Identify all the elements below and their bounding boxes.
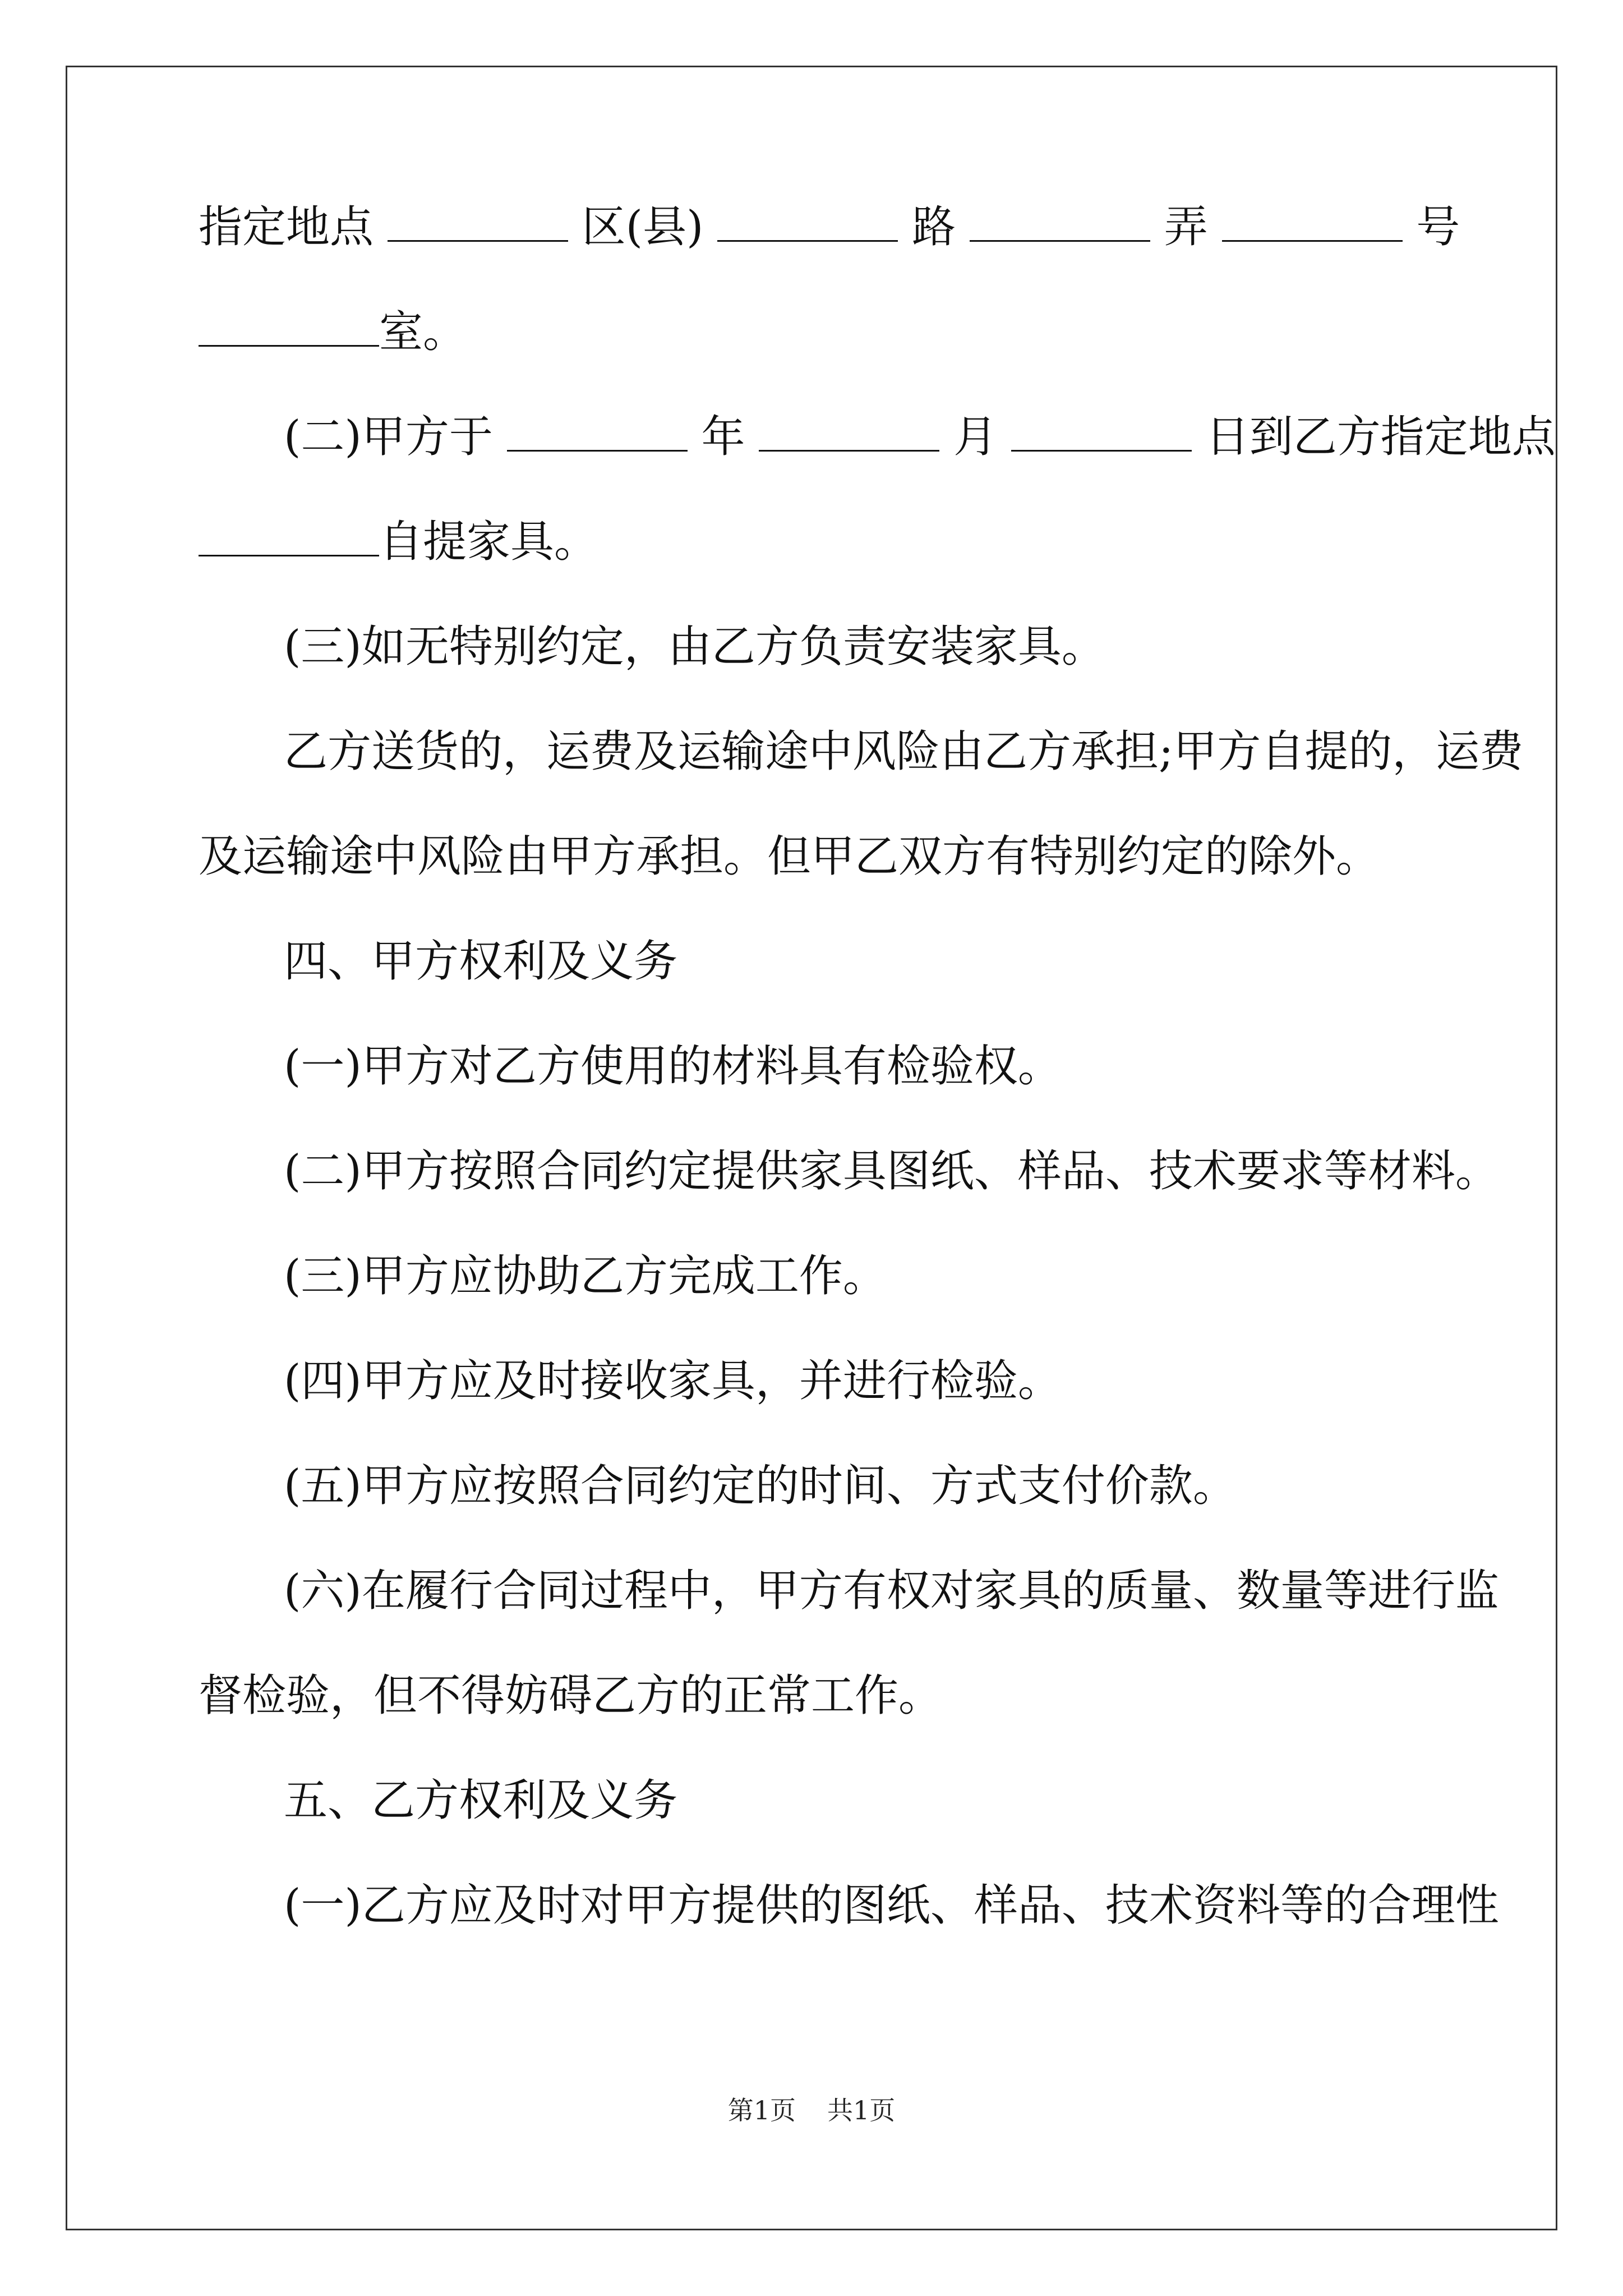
section-heading-four: 四、甲方权利及义务 [284,936,678,987]
text-line-1 [199,194,1460,261]
text-line-4 [199,508,598,576]
text-segment: 日到乙方指定地点 [1205,412,1556,462]
text-line-14: (六)在履行合同过程中，甲方有权对家具的质量、数量等进行监 [284,1566,1499,1616]
text-line-5: (三)如无特别约定，由乙方负责安装家具。 [284,622,1105,672]
text-segment: 月 [953,412,998,462]
page-number: 第1页 [727,2095,796,2125]
text-line-17: (一)乙方应及时对甲方提供的图纸、样品、技术资料等的合理性 [284,1880,1499,1931]
text-segment: 指定地点 [199,202,374,252]
section-heading-five: 五、乙方权利及义务 [284,1775,678,1826]
blank-field [1222,203,1403,242]
text-segment: 自提家具。 [379,517,598,567]
text-line-9: (一)甲方对乙方使用的材料具有检验权。 [284,1041,1062,1092]
blank-field [1011,413,1192,452]
page-footer [0,2090,1623,2127]
text-line-11: (三)甲方应协助乙方完成工作。 [284,1251,887,1301]
text-line-2 [199,298,467,366]
text-line-3 [199,403,1556,471]
text-line-6: 乙方送货的，运费及运输途中风险由乙方承担;甲方自提的，运费 [284,726,1524,777]
text-line-10: (二)甲方按照合同约定提供家具图纸、样品、技术要求等材料。 [284,1146,1499,1197]
blank-field [507,413,688,452]
text-line-12: (四)甲方应及时接收家具，并进行检验。 [284,1356,1062,1406]
text-segment: 号 [1416,202,1460,252]
blank-field [970,203,1150,242]
text-segment: 路 [912,202,956,252]
text-segment: (二)甲方于 [284,412,493,462]
text-segment: 区(县) [582,202,704,252]
blank-field [199,518,379,556]
text-segment: 弄 [1164,202,1208,252]
blank-field [388,203,568,242]
text-line-7: 及运输途中风险由甲方承担。但甲乙双方有特别约定的除外。 [199,831,1380,882]
blank-field [717,203,898,242]
blank-field [759,413,939,452]
blank-field [199,308,379,347]
text-line-15: 督检验，但不得妨碍乙方的正常工作。 [199,1671,943,1721]
page-total: 共1页 [827,2095,896,2125]
text-segment: 室。 [379,307,467,357]
text-line-13: (五)甲方应按照合同约定的时间、方式支付价款。 [284,1461,1237,1511]
text-segment: 年 [701,412,745,462]
